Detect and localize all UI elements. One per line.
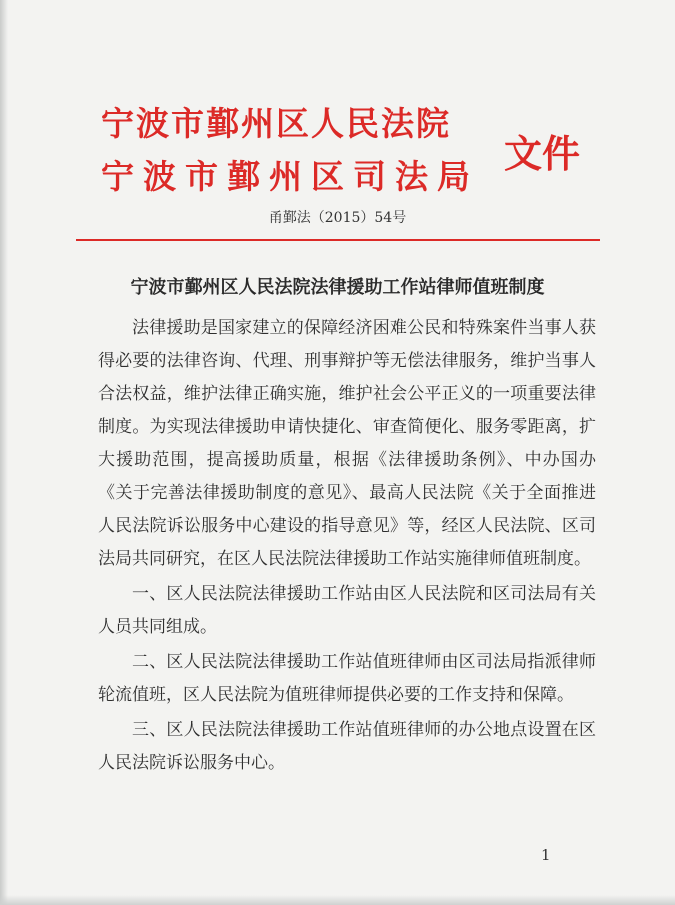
scan-edge-shadow xyxy=(0,0,8,905)
document-number: 甬鄞法（2015）54号 xyxy=(268,210,407,226)
scan-bottom-shadow xyxy=(0,895,675,905)
red-separator-line xyxy=(76,239,600,241)
page-number: 1 xyxy=(541,846,551,864)
document-type-label: 文件 xyxy=(504,132,581,176)
document-body xyxy=(98,312,596,782)
body-paragraph-2: 二、区人民法院法律援助工作站值班律师由区司法局指派律师轮流值班，区人民法院为值班律师提供必要的工作支持和保障。 xyxy=(98,652,596,705)
body-paragraph-1: 一、区人民法院法律援助工作站由区人民法院和区司法局有关人员共同组成。 xyxy=(98,584,596,637)
issuer-court: 宁波市鄞州区人民法院 xyxy=(101,104,451,143)
body-paragraph-3: 三、区人民法院法律援助工作站值班律师的办公地点设置在区人民法院诉讼服务中心。 xyxy=(98,720,596,773)
body-paragraph-intro: 法律援助是国家建立的保障经济困难公民和特殊案件当事人获得必要的法律咨询、代理、刑事辩护等无偿法律服务，维护当事人合法权益，维护法律正确实施，维护社会公平正义的一项重要法律制度。为实现法律援助申请快捷化、审查简便化、服务零距离，扩大援助范围，提高援助质量，根据《法律援助条例》、中办国办《关于完善法律援助制度的意见》、最高人民法院《关于全面推进人民法院诉讼服务中心建设的指导意见》等，经区人民法院、区司法局共同研究，在区人民法院法律援助工作站实施律师值班制度。 xyxy=(98,318,596,569)
document-title: 宁波市鄞州区人民法院法律援助工作站律师值班制度 xyxy=(130,277,545,298)
issuer-justice-bureau: 宁波市鄞州区司法局 xyxy=(101,157,479,196)
